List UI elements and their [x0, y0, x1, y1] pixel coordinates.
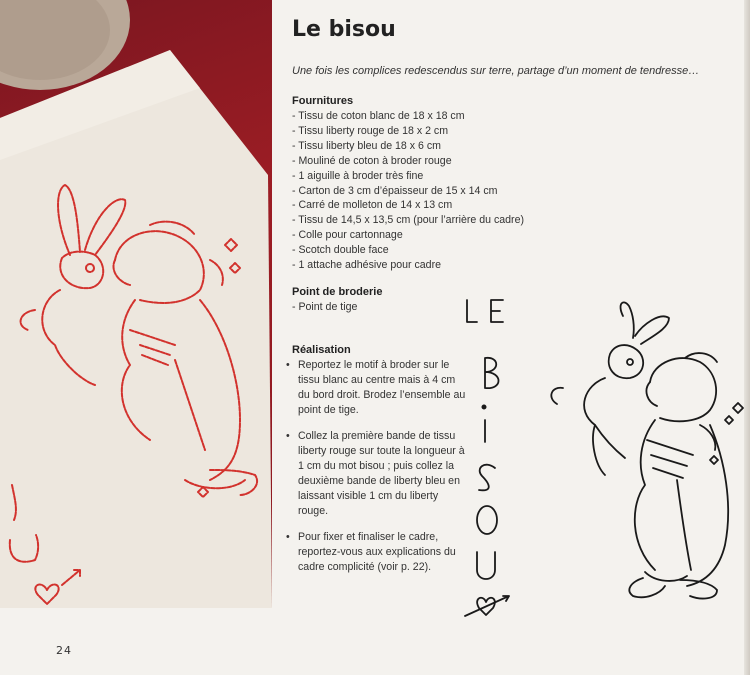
letter-E — [491, 300, 503, 322]
step-item — [286, 429, 468, 519]
list-item: - Mouliné de coton à broder rouge — [292, 154, 452, 167]
broderie-list — [292, 300, 357, 315]
broderie-heading: Point de broderie — [292, 286, 383, 298]
step-text: Collez la première bande de tissu liberty rouge sur toute la longueur à 1 cm du mot bisou ; puis collez la deuxième bande de liberty bleu en laissant visible 1 cm du liberty rouge. — [298, 430, 465, 517]
intro-text: Une fois les complices redescendus sur terre, partage d’un moment de tendresse… — [292, 65, 700, 77]
step-text: Reportez le motif à broder sur le tissu blanc au centre mais à 4 cm du bord droit. Brodez l’ensemble au point de tige. — [298, 359, 466, 416]
rabbit-body — [584, 378, 625, 458]
page-edge — [744, 0, 750, 675]
list-item: - Tissu de coton blanc de 18 x 18 cm — [292, 110, 465, 122]
fournitures-heading: Fournitures — [292, 95, 354, 107]
embroidery-pattern — [455, 290, 745, 635]
page-number: 24 — [56, 644, 72, 657]
list-item: - 1 attache adhésive pour cadre — [292, 259, 441, 272]
letter-U — [477, 552, 495, 579]
list-item: - Tissu liberty bleu de 18 x 6 cm — [292, 139, 441, 152]
step-item — [286, 358, 468, 418]
step-item — [286, 530, 468, 575]
rabbit-ears — [621, 302, 634, 338]
heart-arrow — [465, 596, 509, 616]
embroidery-photo — [0, 0, 272, 608]
fournitures-list — [292, 109, 524, 273]
rabbit-head — [609, 345, 643, 378]
letter-O — [477, 506, 497, 534]
bullet: • — [286, 359, 290, 371]
step-text: Pour fixer et finaliser le cadre, reportez-vous aux explications du cadre complicité (voir p. 22). — [298, 531, 456, 573]
child-head — [650, 358, 716, 421]
letter-dot — [482, 405, 485, 408]
bullet: • — [286, 531, 290, 543]
embroidery-photo-illustration — [0, 0, 272, 608]
list-item: - Colle pour cartonnage — [292, 229, 403, 242]
list-item: - Carré de molleton de 14 x 13 cm — [292, 199, 453, 212]
list-item: - Scotch double face — [292, 244, 389, 257]
letter-S — [479, 465, 495, 491]
list-item: - Tissu liberty rouge de 18 x 2 cm — [292, 124, 449, 137]
list-item: - Tissu de 14,5 x 13,5 cm (pour l’arrière du cadre) — [292, 214, 524, 227]
list-item: - Carton de 3 cm d’épaisseur de 15 x 14 cm — [292, 184, 498, 197]
realisation-heading: Réalisation — [292, 344, 351, 356]
letter-B — [485, 358, 499, 388]
page-title: Le bisou — [292, 17, 396, 42]
letter-L — [467, 300, 477, 322]
list-item: - Point de tige — [292, 301, 358, 313]
list-item: - 1 aiguille à broder très fine — [292, 169, 424, 182]
small-hearts — [725, 403, 743, 424]
bullet: • — [286, 430, 290, 442]
realisation-steps — [286, 358, 468, 586]
